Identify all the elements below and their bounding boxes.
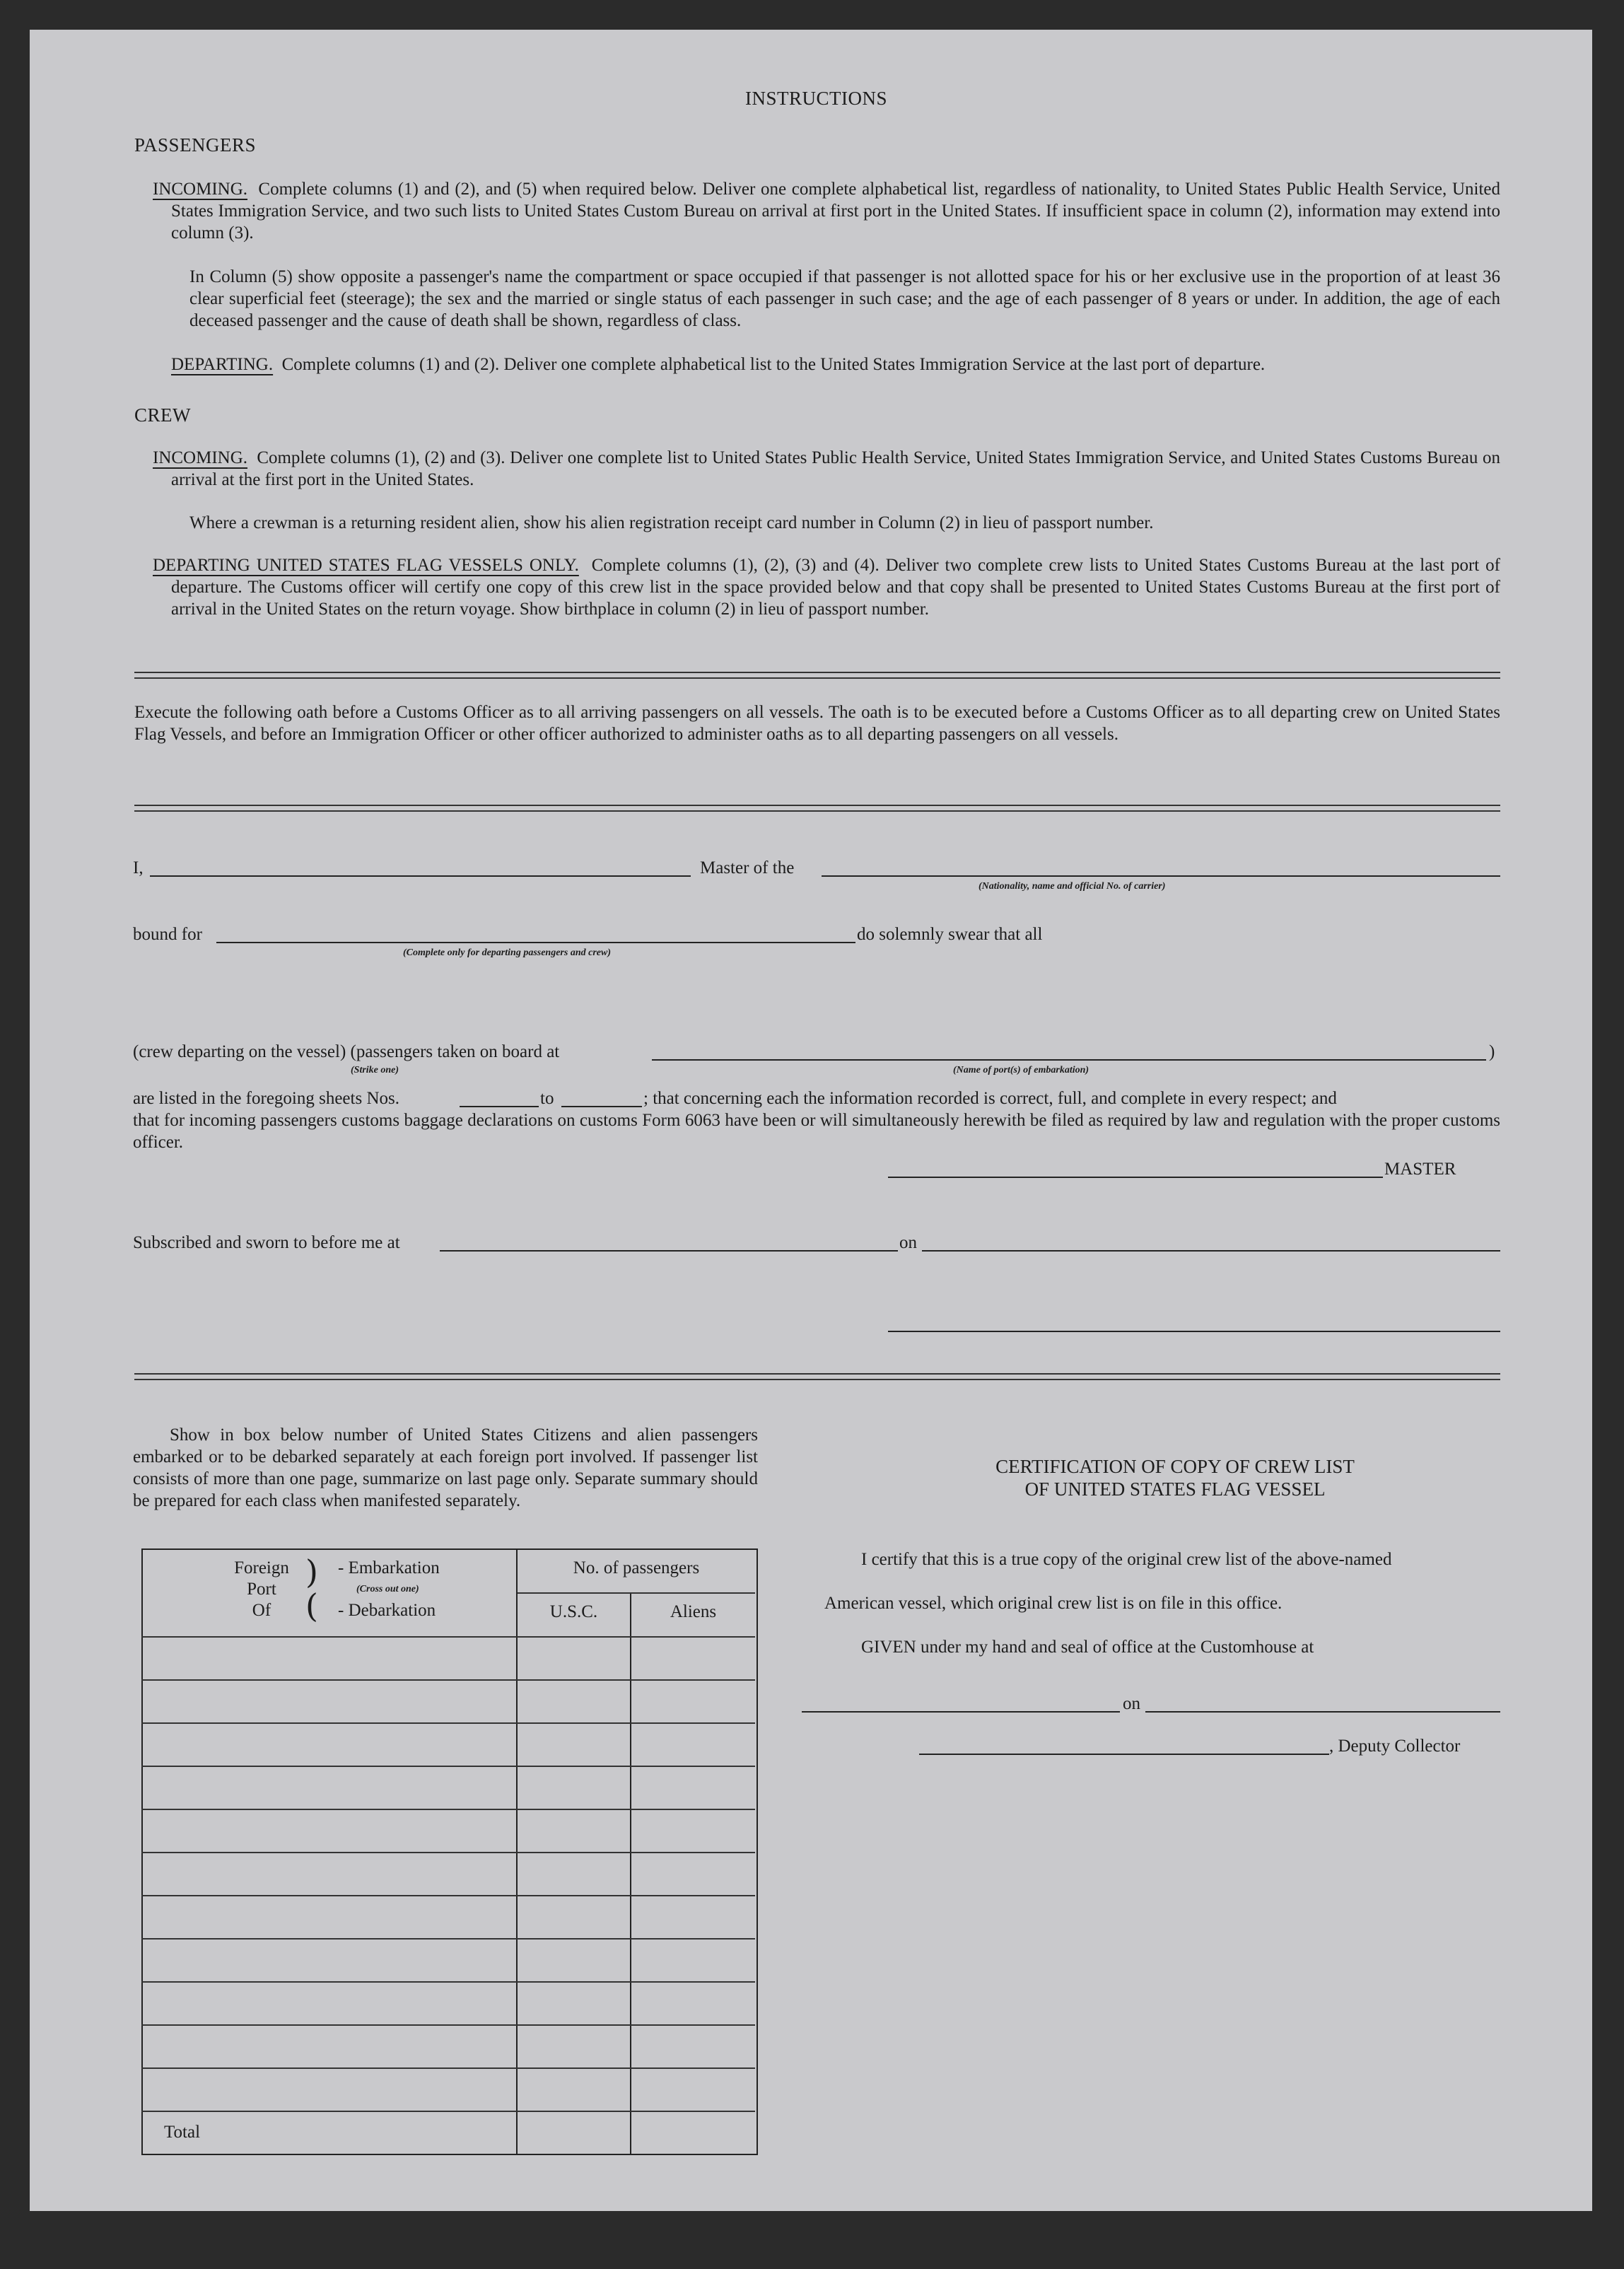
certification-date-field[interactable] <box>1145 1711 1500 1713</box>
instructions-title: INSTRUCTIONS <box>745 88 888 109</box>
passengers-departing-text: Complete columns (1) and (2). Deliver one complete alphabetical list to the United States Immigration Service at the last port of departure. <box>281 355 1266 374</box>
oath-intro: Execute the following oath before a Customs Officer as to all arriving passengers on all vessels. The oath is to be executed before a Customs Officer as to all departing crew on United States Flag Vessels, and before an Immigration Officer or other officer authorized to administer oaths as to all departing passengers on all vessels. <box>134 703 1500 744</box>
officer-signature-field[interactable] <box>888 1331 1500 1332</box>
divider-3a <box>134 1373 1500 1375</box>
brace-bottom-icon: ( <box>305 1587 318 1625</box>
table-row-line <box>141 2111 755 2112</box>
table-row-line <box>141 1981 755 1983</box>
master-name-field[interactable] <box>150 875 691 877</box>
certification-on-label: on <box>1123 1694 1140 1713</box>
bound-for-caption: (Complete only for departing passengers and crew) <box>403 947 611 958</box>
master-label: MASTER <box>1384 1160 1456 1179</box>
table-row-line <box>141 2024 755 2026</box>
table-row-line <box>141 1766 755 1767</box>
deputy-collector-label: , Deputy Collector <box>1329 1737 1461 1756</box>
crew-incoming-text: Complete columns (1), (2) and (3). Deliver one complete list to United States Public Health Service, United States Immigration Service, and United States Customs Bureau on arrival at the first port in the United States. <box>171 448 1500 489</box>
divider-2a <box>134 805 1500 806</box>
form-sheet <box>30 30 1592 2211</box>
passengers-departing-paragraph <box>171 354 1500 375</box>
passengers-heading: PASSENGERS <box>134 134 257 156</box>
certify-line-2: American vessel, which original crew list is on file in this office. <box>824 1594 1283 1613</box>
passengers-departing-label: DEPARTING. <box>171 355 274 374</box>
port-embarkation-field[interactable] <box>652 1059 1486 1061</box>
master-signature-field[interactable] <box>888 1177 1383 1178</box>
master-of-the-label: Master of the <box>700 858 795 877</box>
col-embarkation: - Embarkation <box>338 1558 440 1577</box>
table-row-line <box>141 2067 755 2069</box>
carrier-field[interactable] <box>822 875 1500 877</box>
carrier-caption: (Nationality, name and official No. of carrier) <box>979 881 1166 892</box>
bound-for-field[interactable] <box>216 942 855 943</box>
customhouse-place-field[interactable] <box>802 1711 1120 1713</box>
sheet-no-to-field[interactable] <box>561 1106 642 1107</box>
table-row-line <box>141 1722 755 1724</box>
table-row-line <box>141 1636 755 1638</box>
cross-out-caption: (Cross out one) <box>356 1584 419 1594</box>
passengers-incoming-paragraph <box>153 178 1500 244</box>
brace-top-icon: ) <box>305 1553 318 1591</box>
listed-to: to <box>540 1089 554 1108</box>
crew-incoming-label: INCOMING. <box>153 448 248 467</box>
strike-one-caption: (Strike one) <box>351 1065 399 1075</box>
oath-i-label: I, <box>133 858 144 877</box>
listed-post: ; that concerning each the information recorded is correct, full, and complete in every respect; and <box>643 1089 1337 1108</box>
table-row-line <box>141 1895 755 1896</box>
divider-1b <box>134 677 1500 679</box>
deputy-signature-field[interactable] <box>919 1754 1329 1755</box>
passengers-column5-paragraph: In Column (5) show opposite a passenger's name the compartment or space occupied if that passenger is not allotted space for his or her exclusive use in the proportion of at least 36 clear superficial feet (steerage); the sex and the married or single status of each passenger in such case; and the age of each passenger of 8 years or under. In addition, the age of each deceased passenger and the cause of death shall be shown, regardless of class. <box>189 267 1500 330</box>
col-debarkation: - Debarkation <box>338 1601 436 1620</box>
crew-resident-paragraph: Where a crewman is a returning resident alien, show his alien registration receipt card number in Column (2) in lieu of passport number. <box>189 513 1154 532</box>
table-row-line <box>141 1809 755 1810</box>
summary-note: Show in box below number of United States Citizens and alien passengers embarked or to be debarked separately at each foreign port involved. If passenger list consists of more than one page, summarize on last page only. Separate summary should be prepared for each class when manifested separately. <box>133 1425 758 1510</box>
col-usc: U.S.C. <box>549 1602 598 1621</box>
divider-3b <box>134 1379 1500 1380</box>
passengers-incoming-label: INCOMING. <box>153 180 248 199</box>
total-label: Total <box>164 2123 201 2142</box>
table-row-line <box>141 1679 755 1681</box>
crew-incoming-paragraph <box>153 447 1500 491</box>
sworn-on-label: on <box>899 1233 917 1252</box>
sworn-date-field[interactable] <box>922 1250 1500 1252</box>
ports-caption: (Name of port(s) of embarkation) <box>953 1065 1090 1075</box>
table-vline-1 <box>516 1548 518 2154</box>
listed-rest: that for incoming passengers customs baggage declarations on customs Form 6063 have been or will simultaneously herewith be filed as required by law and regulation with the proper customs officer. <box>133 1111 1500 1152</box>
col-no-passengers: No. of passengers <box>573 1558 700 1577</box>
table-row-line <box>141 1852 755 1853</box>
crew-departing-text: Complete columns (1), (2), (3) and (4). Deliver two complete crew lists to United States Customs Bureau at the last port of departure. The Customs officer will certify one copy of this crew list in the space provided below and that copy shall be presented to United States Customs Bureau at the first port of arrival in the United States on the return voyage. Show birthplace in column (2) in lieu of passport number. <box>171 556 1500 619</box>
col-port: Port <box>247 1580 276 1599</box>
col-aliens: Aliens <box>670 1602 717 1621</box>
given-line: GIVEN under my hand and seal of office at the Customhouse at <box>861 1638 1314 1657</box>
certification-title-2: OF UNITED STATES FLAG VESSEL <box>1024 1478 1326 1500</box>
crew-heading: CREW <box>134 404 191 426</box>
table-vline-2 <box>630 1592 631 2154</box>
swear-text: do solemnly swear that all <box>857 925 1043 944</box>
crew-departing-paragraph <box>153 554 1500 620</box>
subscribed-label: Subscribed and sworn to before me at <box>133 1233 400 1252</box>
passengers-incoming-text: Complete columns (1) and (2), and (5) when required below. Deliver one complete alphabetical list, regardless of nationality, to United States Public Health Service, United States Immigration Service, and two such lists to United States Custom Bureau on arrival at first port in the United States. If insufficient space in column (2), information may extend into column (3). <box>171 180 1500 243</box>
crew-departing-label: DEPARTING UNITED STATES FLAG VESSELS ONLY. <box>153 556 579 575</box>
col-of: Of <box>252 1601 271 1620</box>
close-paren: ) <box>1489 1042 1495 1061</box>
crew-departing-text: (crew departing on the vessel) (passengers taken on board at <box>133 1042 560 1061</box>
certify-line-1: I certify that this is a true copy of the original crew list of the above-named <box>861 1550 1392 1569</box>
table-subheader-line <box>518 1592 755 1594</box>
sworn-place-field[interactable] <box>440 1250 898 1252</box>
bound-for-label: bound for <box>133 925 202 944</box>
certification-title-1: CERTIFICATION OF COPY OF CREW LIST <box>995 1456 1355 1477</box>
table-row-line <box>141 1938 755 1940</box>
sheet-no-from-field[interactable] <box>460 1106 539 1107</box>
col-foreign: Foreign <box>234 1558 289 1577</box>
divider-2b <box>134 810 1500 812</box>
listed-pre: are listed in the foregoing sheets Nos. <box>133 1089 399 1108</box>
divider-1a <box>134 672 1500 673</box>
